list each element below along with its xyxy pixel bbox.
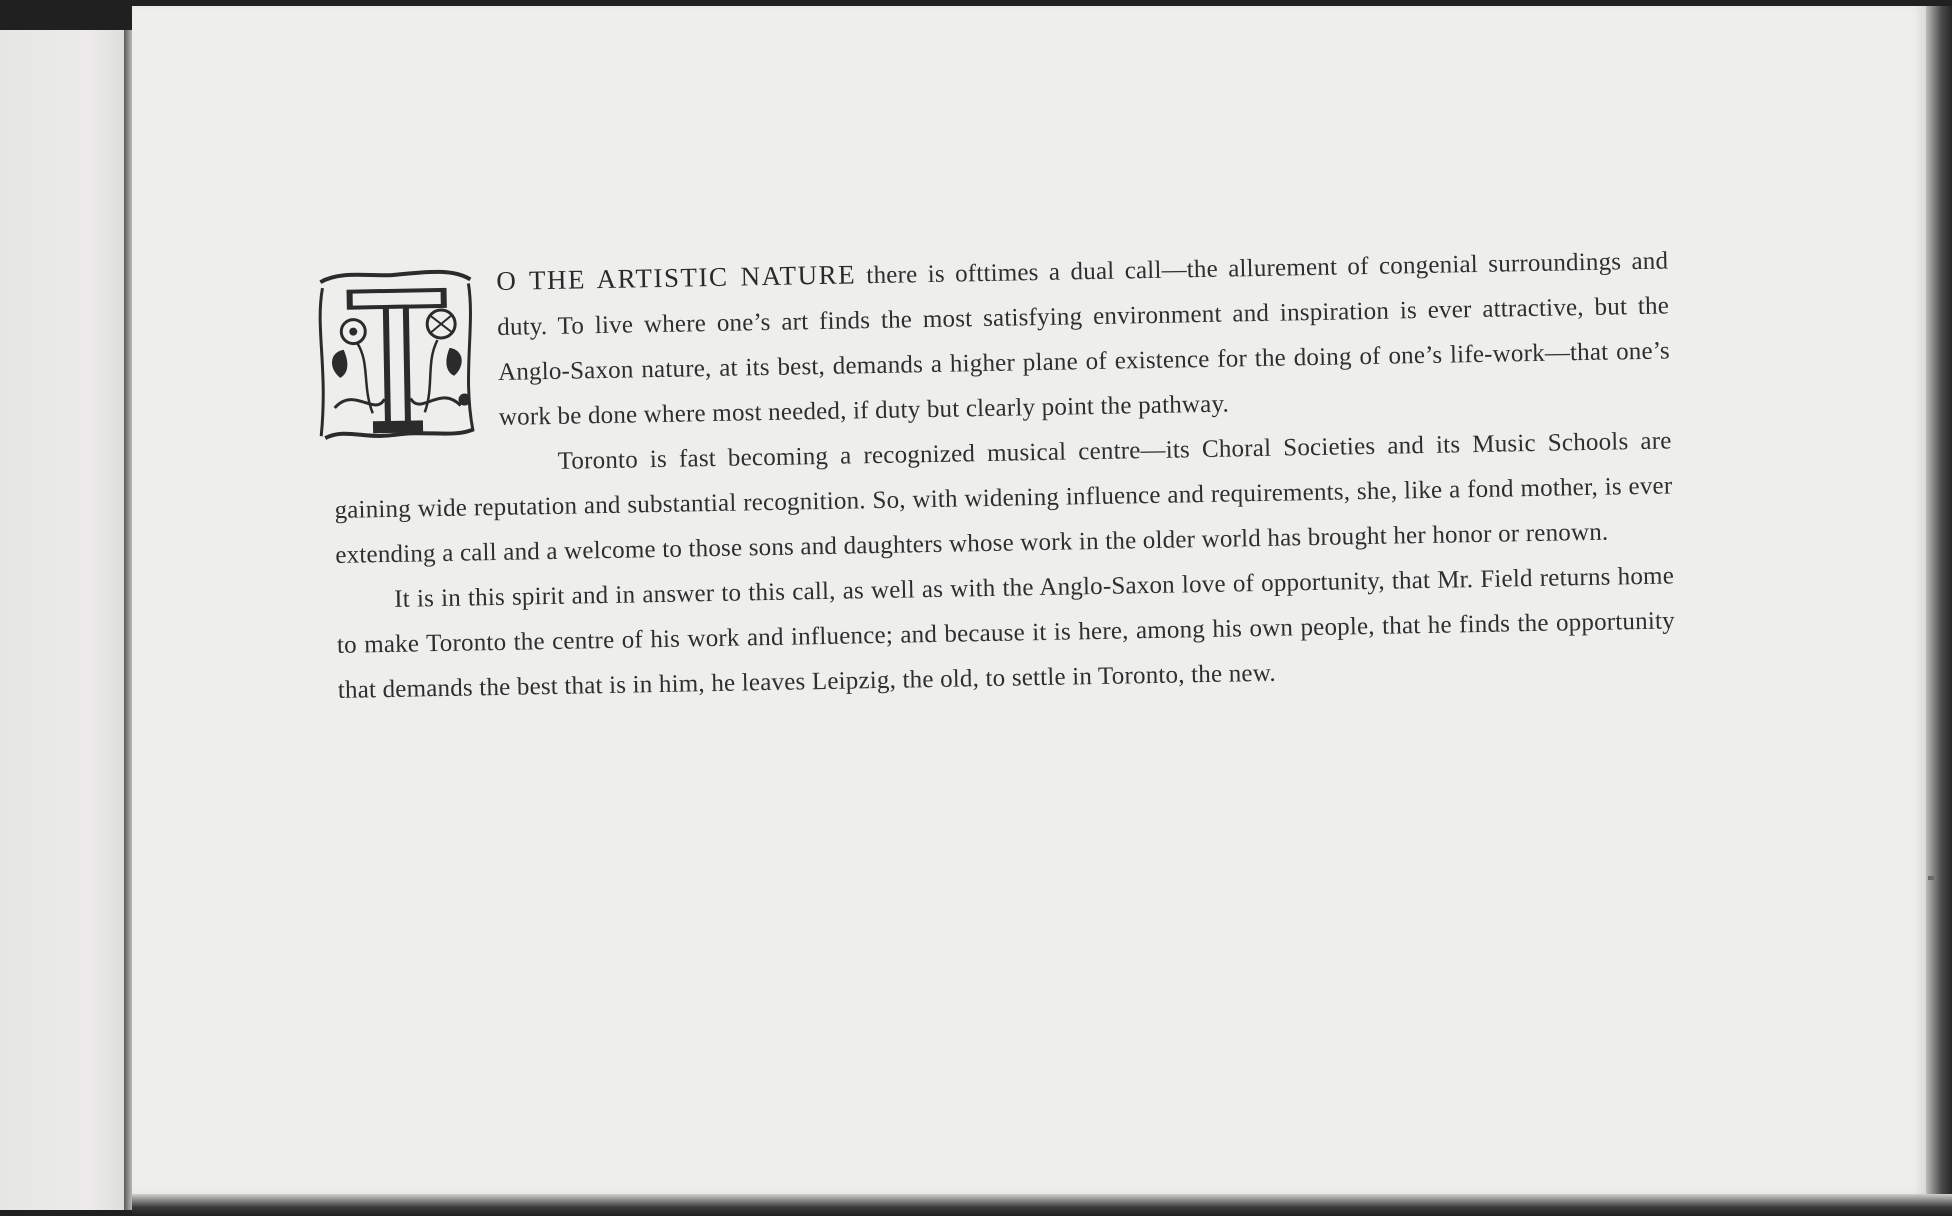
paragraph-intro-text: there is ofttimes a dual call—the allurement of congenial surroundings and duty. To live where one’s art finds the most satisfying environment and inspiration is ever attractive, but the Anglo-Saxon nature, at its best, demands a higher plane of existence for the doing of one’s life-work—that one’s work be done where most needed, if duty but clearly point the pathway.: [496, 247, 1671, 431]
ornamental-drop-cap: [312, 265, 479, 446]
paragraph-intro: [330, 237, 1671, 442]
lead-small-caps: O THE ARTISTIC NATURE: [496, 259, 857, 296]
paragraph-mr-field: It is in this spirit and in answer to this call, as well as with the Anglo-Saxon love of opportunity, that Mr. Field returns home to make Toronto the centre of his work and influence; and because it is here, among his own people, that he finds the opportunity that demands the best that is in him, he leaves Leipzig, the old, to settle in Toronto, the new.: [336, 562, 1676, 704]
right-page-edge-shadow: [1926, 6, 1952, 1201]
bottom-page-edge-shadow: [132, 1194, 1952, 1216]
left-page-edge: [0, 30, 128, 1210]
floral-initial-t-icon: [312, 265, 479, 446]
page-text-block: [330, 237, 1676, 712]
paragraph-toronto: Toronto is fast becoming a recognized musical centre—its Choral Societies and its Music Schools are gaining wide reputation and substantial recognition. So, with widening influence and requirements, she, like a fond mother, is ever extending a call and a welcome to those sons and daughters whose work in the older world has brought her honor or renown.: [334, 427, 1673, 569]
page-edge-mark: [1928, 876, 1934, 880]
